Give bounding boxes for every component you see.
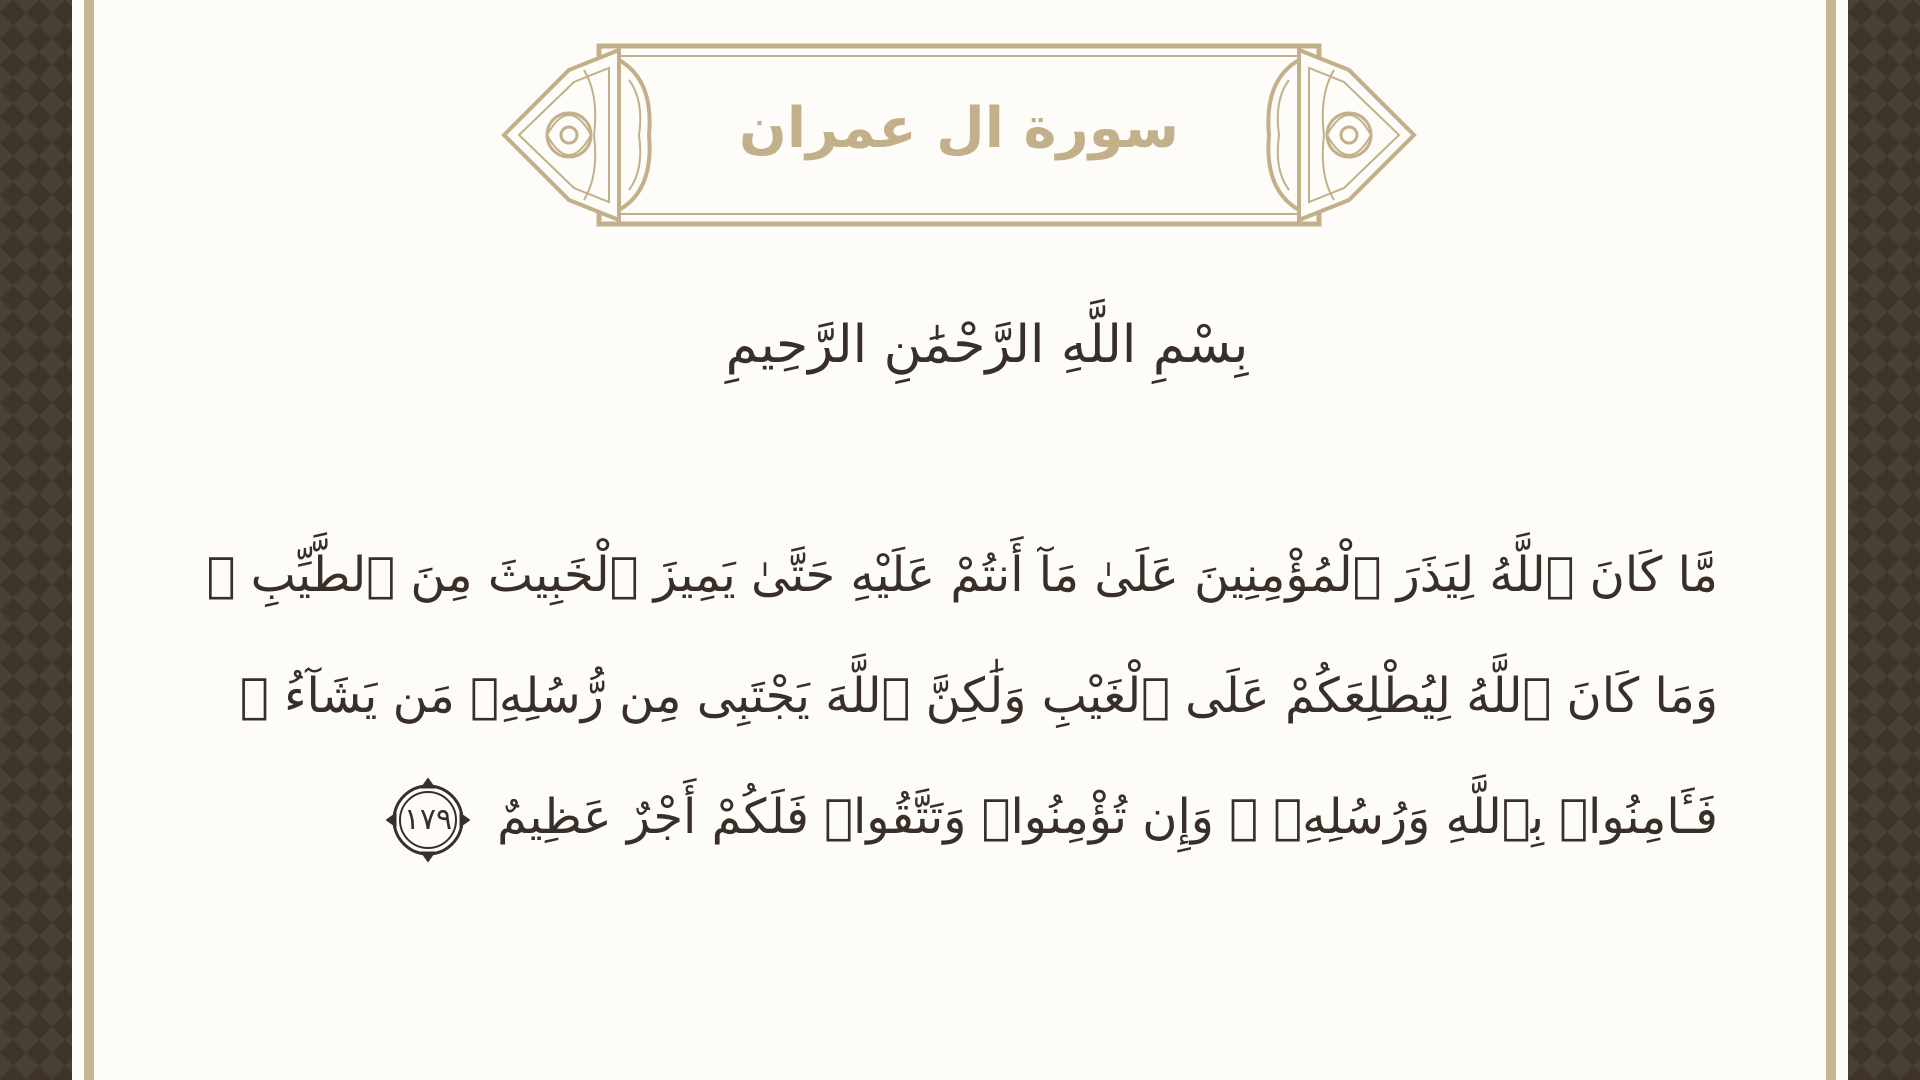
verse-text-block: [202, 515, 1718, 878]
left-ornamental-border: [0, 0, 72, 1080]
surah-title: سورة ال عمران: [739, 96, 1179, 161]
ayah-end-marker: [386, 778, 470, 862]
ayah-number: ١٧٩: [403, 802, 453, 837]
verse-text: مَّا كَانَ ٱللَّهُ لِيَذَرَ ٱلْمُؤْمِنِينَ عَلَىٰ مَآ أَنتُمْ عَلَيْهِ حَتَّىٰ يَمِيزَ ٱلْخَبِيثَ مِنَ ٱلطَّيِّبِ ۗ وَمَا كَانَ ٱللَّهُ لِيُطْلِعَكُمْ عَلَى ٱلْغَيْبِ وَلَٰكِنَّ ٱللَّهَ يَجْتَبِى مِن رُّسُلِهِۦ مَن يَشَآءُ ۖ فَـَٔامِنُوا۟ بِٱللَّهِ وَرُسُلِهِۦ ۚ وَإِن تُؤْمِنُوا۟ وَتَتَّقُوا۟ فَلَكُمْ أَجْرٌ عَظِيمٌ: [206, 547, 1718, 845]
surah-header-cartouche: [499, 40, 1419, 230]
right-ornamental-border: [1848, 0, 1920, 1080]
page: [72, 0, 1848, 1080]
basmala: بِسْمِ اللَّهِ الرَّحْمَٰنِ الرَّحِيمِ: [725, 315, 1249, 375]
